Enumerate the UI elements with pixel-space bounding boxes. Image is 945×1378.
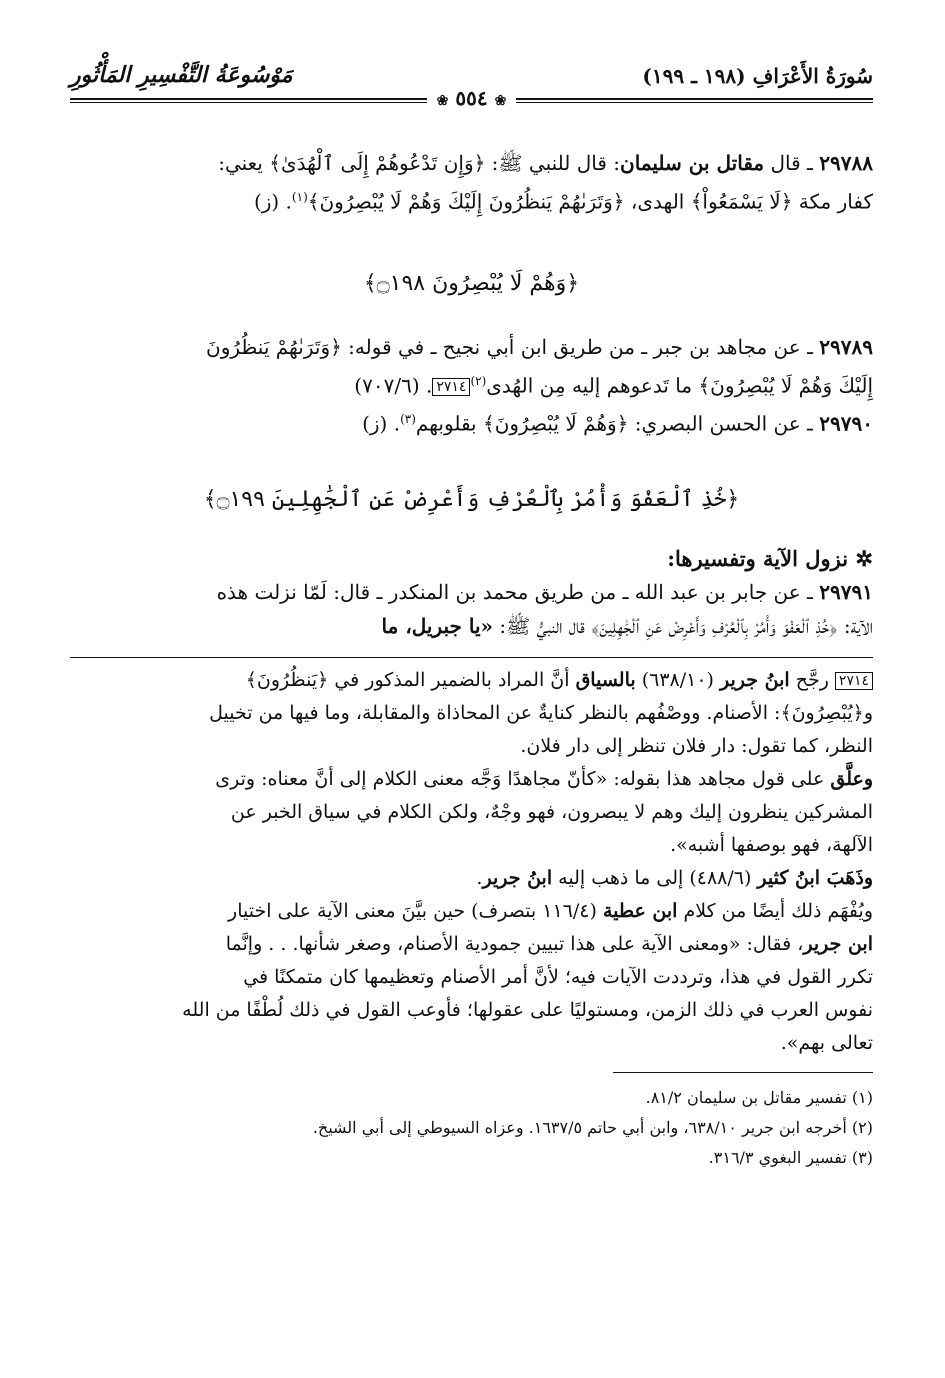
note-line [70,895,873,928]
scholar-name: ابن عطية [602,899,678,922]
text: إِلَيْكَ وَهُمْ لَا يُبْصِرُونَ﴾ ما تَدعوهم إليه مِن الهُدى [486,373,873,398]
narrator-name: مقاتل بن سليمان [620,151,765,175]
text: . (٧٠٧/٦) [354,373,433,398]
verse-heading: ﴿وَهُمْ لَا يُبْصِرُونَ ۝١٩٨﴾ [363,270,580,296]
text-line [70,180,873,219]
text-line [70,146,873,180]
verse-heading: ﴿خُذِ ٱلْعَفْوَ وَأْمُرْ بِٱلْعُرْفِ وَأَعْرِضْ عَنِ ٱلْجَٰهِلِينَ ۝١٩٩﴾ [203,486,740,512]
ornament-icon: ❀ [494,93,507,109]
commentary-note [70,664,873,1060]
note-line: تكرر القول في هذا، وترددت الآيات فيه؛ لأنَّ أمر الأصنام وتعظيمها كان متمكنًا في [243,965,873,988]
footnote: (٢) أخرجه ابن جرير ٦٣٨/١٠، وابن أبي حاتم ١٦٣٧/٥. وعزاه السيوطي إلى أبي الشيخ. [312,1117,873,1137]
text: . (ز) [253,189,292,214]
section-title-text: نزول الآية وتفسيرها: [667,545,849,571]
text: . (ز) [362,411,401,436]
footnotes [70,1083,873,1173]
emphasis: وذَهَبَ [820,866,873,889]
footnote-ref: (٢) [470,373,487,388]
scholar-name: ابنُ جرير [720,668,790,691]
text: على قول مجاهد هذا بقوله: «كأنّ مجاهدًا وَجَّه معنى الكلام إلى أنَّ معناه: وترى [215,767,831,790]
text: أنَّ المراد بالضمير المذكور في ﴿يَنظُرُونَ﴾ [245,668,576,691]
page-number-wrap [70,86,873,110]
note-number-box: ٢٧١٤ [835,672,873,690]
text: ـ قال [764,151,820,175]
text: (٦٣٨/١٠) [635,668,720,691]
note-line [70,862,873,895]
text: رجَّح [789,668,835,691]
text-line [70,609,873,643]
page-number-box [427,86,517,110]
emphasis: بالسياق [575,668,636,691]
narration-29788 [70,146,873,219]
text: كفار مكة ﴿لَا يَسْمَعُواْ﴾ الهدى، ﴿وَتَرَىٰهُمْ يَنظُرُونَ إِلَيْكَ وَهُمْ لَا يُبْصِرُونَ﴾ [307,189,873,214]
footnote-ref: (٣) [400,412,416,427]
note-line: تعالى بهم». [780,1031,873,1054]
text: (٤٨٨/٦) إلى ما ذهب إليه [552,866,758,889]
narration-number: ٢٩٧٩١ [819,579,873,604]
narration-29791 [70,575,873,643]
text-line [70,330,873,364]
surah-title: سُورَةُ الأَعْرَافِ (١٩٨ ـ ١٩٩) [642,64,873,88]
footnote: (٣) تفسير البغوي ٣١٦/٣. [708,1147,873,1167]
narration-29789 [70,330,873,403]
quote-text: «يا جبريل، ما [381,613,494,638]
footnote: (١) تفسير مقاتل بن سليمان ٨١/٢. [645,1087,873,1107]
narration-number: ٢٩٧٨٨ [819,151,873,175]
note-ref-box: ٢٧١٤ [432,378,470,396]
note-line: المشركين ينظرون إليك وهم لا يبصرون، فهو وجْهٌ، ولكن الكلام في سياق الخبر عن [230,800,873,823]
star-icon: ✲ [855,545,873,571]
narration-number: ٢٩٧٩٠ [819,411,873,436]
note-line [70,763,873,796]
text: ، فقال: «ومعنى الآية على هذا تبيين جمودية الأصنام، وصغر شأنها. . . وإنَّما [225,932,804,955]
section-title [70,546,873,571]
text: ـ عن مجاهد بن جبر ـ من طريق ابن أبي نجيح ـ في قوله: ﴿وَتَرَىٰهُمْ يَنظُرُونَ [206,334,820,359]
book-title: مَوْسُوعَةُ التَّفْسِيرِ المَأْثُورِ [70,62,293,88]
footnotes-divider [613,1072,873,1073]
scholar-name: ابن جرير [803,932,873,955]
text: ـ عن جابر بن عبد الله ـ من طريق محمد بن المنكدر ـ قال: لَمّا نزلت هذه [216,579,820,604]
page-header [70,60,873,110]
note-line: و﴿يُبْصِرُونَ﴾: الأصنام. ووصْفُهم بالنظر كنايةٌ عن المحاذاة والمقابلة، وما فيها من تخييل [209,701,873,724]
text: ويُفْهَم ذلك أيضًا من كلام [677,899,873,922]
scholar-name: ابنُ كثير [757,866,821,889]
emphasis: وعلَّق [830,767,873,790]
text: ـ عن الحسن البصري: ﴿وَهُمْ لَا يُبْصِرُونَ﴾ بقلوبهم [415,411,820,436]
notes-divider [70,657,873,658]
text: (١١٦/٤ بتصرف) حين بيَّنَ معنى الآية على اختيار [228,899,603,922]
note-line: الآلهة، فهو بوصفها أشبه». [670,833,873,856]
scholar-name: ابنُ جرير [482,866,553,889]
note-line: النظر، كما تقول: دار فلان تنظر إلى دار فلان. [520,734,873,757]
text: الآية: ﴿خُذِ ٱلْعَفْوَ وَأْمُرْ بِٱلْعُرْفِ وَأَعْرِضْ عَنِ ٱلْجَٰهِلِينَ﴾ قال النبيُّ ﷺ: [493,613,873,638]
note-line: نفوس العرب في ذلك الزمن، ومستوليًا على عقولها؛ فأوعب القول في ذلك لُطْفًا من الله [182,998,873,1021]
page [70,60,873,1173]
narration-number: ٢٩٧٨٩ [819,334,873,359]
text: : قال للنبي ﷺ: ﴿وَإِن تَدْعُوهُمْ إِلَى ٱلْهُدَىٰ﴾ يعني: [218,151,621,175]
page-number: ٥٥٤ [455,86,488,110]
text-line [70,575,873,609]
narration-29790 [70,402,873,441]
text: . [476,866,483,889]
text-line [70,402,873,441]
text-line [70,364,873,403]
ornament-icon: ❀ [436,93,449,109]
note-line [70,664,873,697]
note-line [70,928,873,961]
footnote-ref: (١) [291,190,308,204]
